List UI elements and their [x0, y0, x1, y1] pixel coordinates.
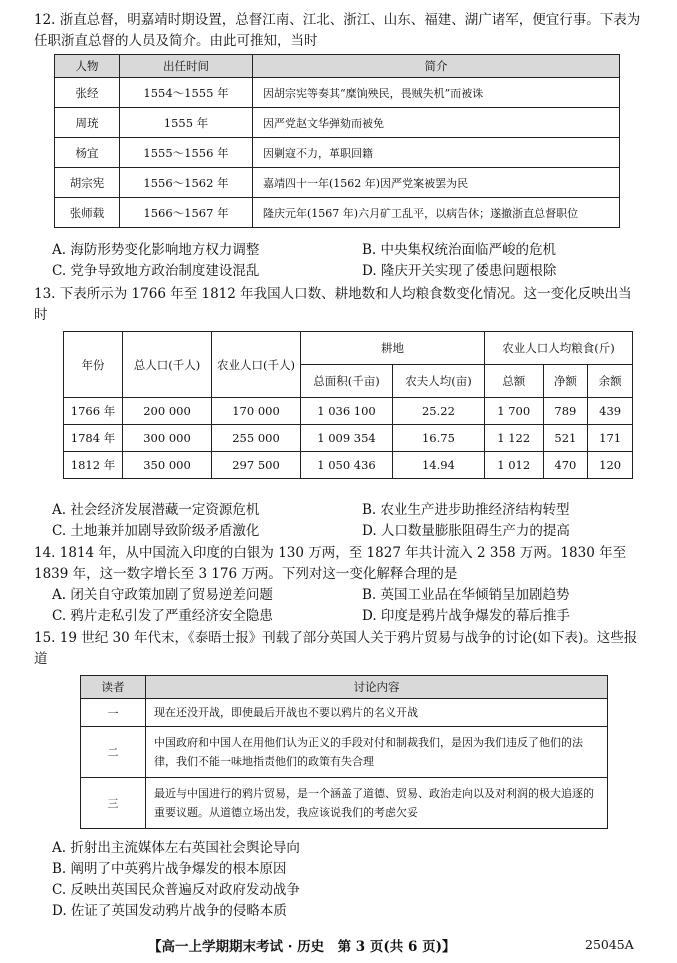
table-cell: 隆庆元年(1567 年)六月矿工乱平，以病告休；遂撤浙直总督职位: [253, 198, 620, 228]
table-cell: 521: [543, 425, 588, 452]
option-a[interactable]: A. 闭关自守政策加剧了贸易逆差问题: [52, 587, 273, 603]
table-row: [64, 452, 633, 479]
table-cell: 300 000: [123, 425, 212, 452]
table-header: 余额: [588, 365, 633, 398]
question-15-stem: 15. 19 世纪 30 年代末，《泰晤士报》刊载了部分英国人关于鸦片贸易与战争的讨论(如下表)。这些报道: [34, 630, 638, 667]
table-cell: 297 500: [212, 452, 301, 479]
table-cell: 杨宜: [55, 138, 120, 168]
option-a[interactable]: A. 社会经济发展潜藏一定资源危机: [52, 502, 260, 518]
option-d[interactable]: D. 人口数量膨胀阻碍生产力的提高: [362, 523, 570, 539]
table-cell: 1766 年: [64, 398, 123, 425]
table-cell: 1 036 100: [301, 398, 393, 425]
table-cell: 张经: [55, 78, 120, 108]
footer-title: 【高一上学期期末考试 · 历史 第 3 页(共 6 页)】: [148, 939, 456, 955]
table-cell: 350 000: [123, 452, 212, 479]
option-d[interactable]: D. 佐证了英国发动鸦片战争的侵略本质: [52, 903, 287, 919]
table-cell: 最近与中国进行的鸦片贸易，是一个涵盖了道德、贸易、政治走向以及对利润的极大追逐的重要议题。从道德立场出发，我应该说我们的考虑欠妥: [146, 778, 608, 829]
table-cell: 1555～1556 年: [120, 138, 253, 168]
table-row: [55, 198, 620, 228]
table-cell: 三: [81, 778, 146, 829]
option-b[interactable]: B. 阐明了中英鸦片战争爆发的根本原因: [52, 861, 287, 877]
table-header: 总人口(千人): [123, 332, 212, 398]
table-cell: 周珫: [55, 108, 120, 138]
q13-table: [63, 331, 633, 479]
table-header: 总额: [484, 365, 543, 398]
option-a[interactable]: A. 折射出主流媒体左右英国社会舆论导向: [52, 840, 300, 856]
table-header: 人物: [55, 55, 120, 78]
table-cell: 16.75: [392, 425, 484, 452]
q15-options: [34, 838, 662, 922]
footer-code: 25045A: [585, 937, 634, 952]
table-header: 年份: [64, 332, 123, 398]
table-row: [55, 138, 620, 168]
table-cell: 中国政府和中国人在用他们认为正义的手段对付和制裁我们，是因为我们违反了他们的法律，我们不能一味地指责他们的政策有失合理: [146, 727, 608, 778]
question-12-stem: 12. 浙直总督，明嘉靖时期设置，总督江南、江北、浙江、山东、福建、湖广诸军，便宜行事。下表为任职浙直总督的人员及简介。由此可推知，当时: [34, 12, 641, 49]
table-row: [55, 108, 620, 138]
table-row: [81, 699, 608, 727]
table-cell: 255 000: [212, 425, 301, 452]
table-row: [64, 398, 633, 425]
q13-options: [34, 500, 662, 542]
table-cell: 1 012: [484, 452, 543, 479]
table-header: 耕地: [301, 332, 485, 365]
table-header: 读者: [81, 676, 146, 699]
table-cell: 1556～1562 年: [120, 168, 253, 198]
table-header: 讨论内容: [146, 676, 608, 699]
table-cell: 789: [543, 398, 588, 425]
table-header: 农业人口(千人): [212, 332, 301, 398]
table-cell: 1 122: [484, 425, 543, 452]
option-a[interactable]: A. 海防形势变化影响地方权力调整: [52, 242, 260, 258]
option-c[interactable]: C. 土地兼并加剧导致阶级矛盾激化: [52, 523, 260, 539]
table-cell: 二: [81, 727, 146, 778]
table-cell: 1 700: [484, 398, 543, 425]
table-cell: 1555 年: [120, 108, 253, 138]
table-cell: 1812 年: [64, 452, 123, 479]
option-b[interactable]: B. 农业生产进步助推经济结构转型: [362, 502, 570, 518]
table-cell: 因严党赵文华弹劾而被免: [253, 108, 620, 138]
table-cell: 200 000: [123, 398, 212, 425]
table-header: 净额: [543, 365, 588, 398]
table-cell: 现在还没开战，即使最后开战也不要以鸦片的名义开战: [146, 699, 608, 727]
table-cell: 14.94: [392, 452, 484, 479]
table-header: 简介: [253, 55, 620, 78]
option-c[interactable]: C. 反映出英国民众普遍反对政府发动战争: [52, 882, 300, 898]
table-header: 总面积(千亩): [301, 365, 393, 398]
q14-options: [34, 585, 662, 627]
table-cell: 25.22: [392, 398, 484, 425]
table-row: [81, 778, 608, 829]
table-row: [55, 78, 620, 108]
table-cell: 120: [588, 452, 633, 479]
table-header: 农夫人均(亩): [392, 365, 484, 398]
q12-table: [54, 54, 620, 228]
table-cell: 1554～1555 年: [120, 78, 253, 108]
q15-table: [80, 675, 608, 829]
table-cell: 胡宗宪: [55, 168, 120, 198]
option-d[interactable]: D. 隆庆开关实现了倭患问题根除: [362, 263, 557, 279]
table-cell: 1566～1567 年: [120, 198, 253, 228]
table-cell: 1 009 354: [301, 425, 393, 452]
table-cell: 470: [543, 452, 588, 479]
option-b[interactable]: B. 中央集权统治面临严峻的危机: [362, 242, 557, 258]
option-c[interactable]: C. 鸦片走私引发了严重经济安全隐患: [52, 608, 273, 624]
table-cell: 439: [588, 398, 633, 425]
table-cell: 因剿寇不力，革职回籍: [253, 138, 620, 168]
table-header: 出任时间: [120, 55, 253, 78]
table-row: [55, 168, 620, 198]
table-header: 农业人口人均粮食(斤): [484, 332, 632, 365]
table-cell: 嘉靖四十一年(1562 年)因严党案被罢为民: [253, 168, 620, 198]
table-row: [64, 425, 633, 452]
table-cell: 一: [81, 699, 146, 727]
option-c[interactable]: C. 党争导致地方政治制度建设混乱: [52, 263, 260, 279]
question-13-stem: 13. 下表所示为 1766 年至 1812 年我国人口数、耕地数和人均粮食数变化情况。这一变化反映出当时: [34, 286, 632, 323]
table-cell: 1 050 436: [301, 452, 393, 479]
table-cell: 1784 年: [64, 425, 123, 452]
table-cell: 因胡宗宪等奏其“糜饷殃民，畏贼失机”而被诛: [253, 78, 620, 108]
table-row: [81, 727, 608, 778]
table-cell: 张师载: [55, 198, 120, 228]
table-cell: 171: [588, 425, 633, 452]
option-b[interactable]: B. 英国工业品在华倾销呈加剧趋势: [362, 587, 570, 603]
q12-options: [34, 240, 662, 282]
question-14-stem: 14. 1814 年，从中国流入印度的白银为 130 万两，至 1827 年共计流入 2 358 万两。1830 年至 1839 年，这一数字增长至 3 176 万两。下列对这一变化解释合理的是: [34, 545, 627, 582]
table-cell: 170 000: [212, 398, 301, 425]
option-d[interactable]: D. 印度是鸦片战争爆发的幕后推手: [362, 608, 570, 624]
